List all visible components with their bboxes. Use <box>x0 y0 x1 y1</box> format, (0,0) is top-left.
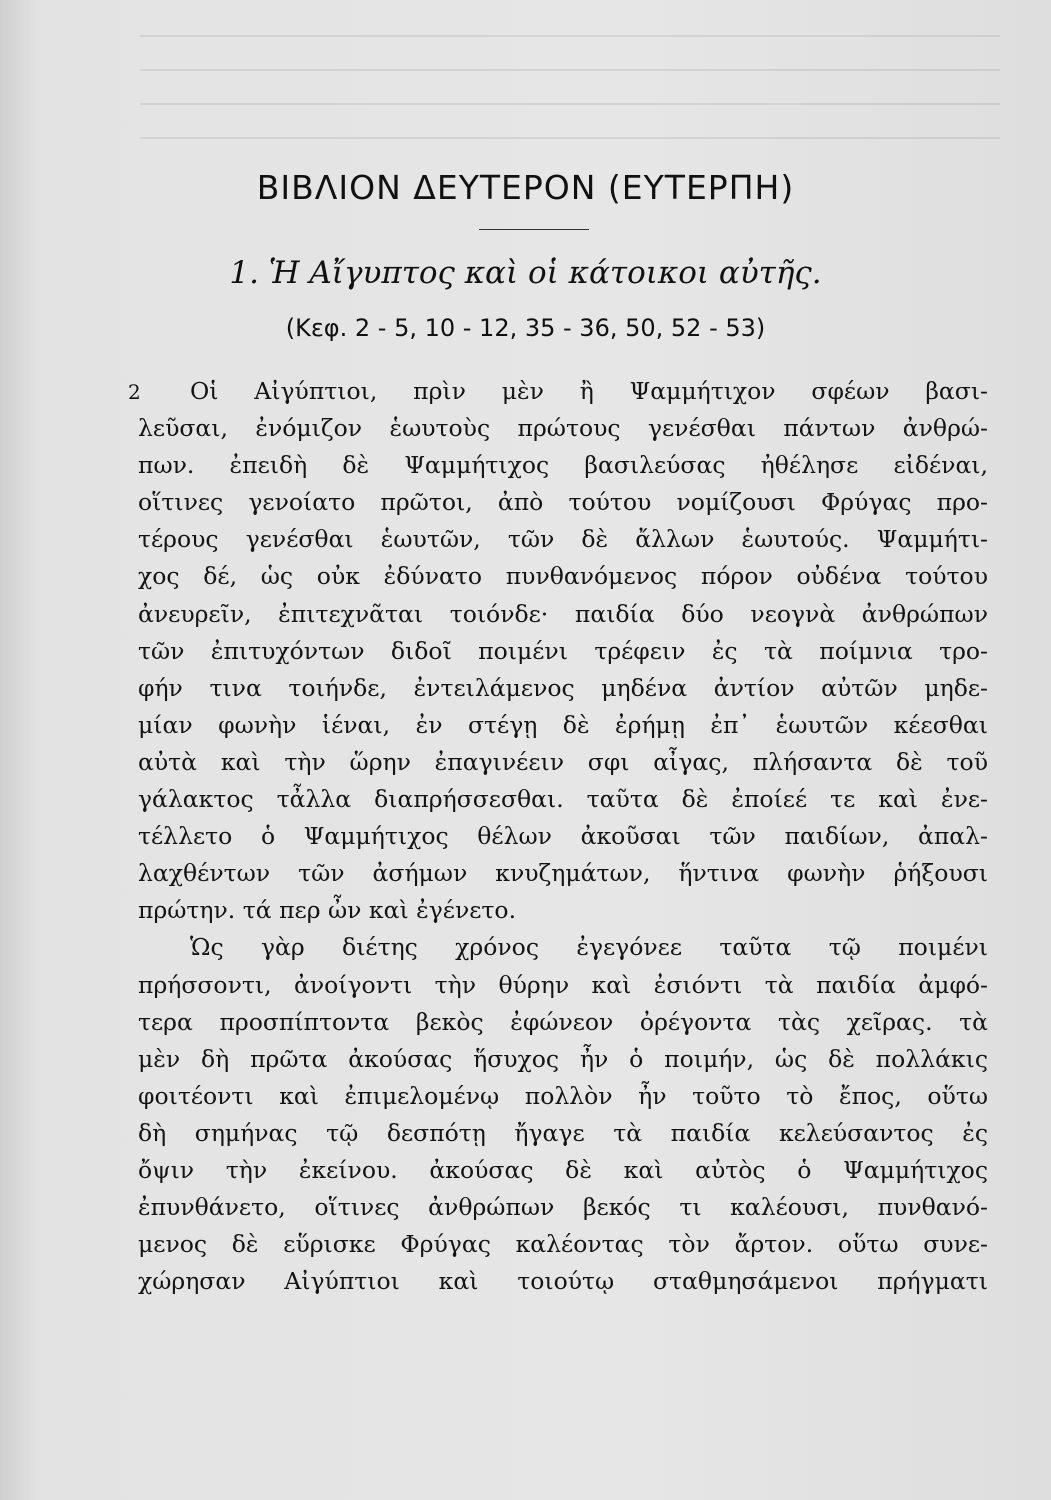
body-text <box>138 373 988 1300</box>
text-line: Οἱ Αἰγύπτιοι, πρὶν μὲν ἢ Ψαμμήτιχον σφέων βασι- <box>190 377 988 405</box>
text-line: αὐτὰ καὶ τὴν ὥρην ἐπαγινέειν σφι αἶγας, πλήσαντα δὲ τοῦ <box>138 747 988 776</box>
text-line: γάλακτος τἆλλα διαπρήσσεσθαι. ταῦτα δὲ ἐποίεέ τε καὶ ἐνε- <box>138 785 988 814</box>
text-line: Ὡς γὰρ διέτης χρόνος ἐγεγόνεε ταῦτα τῷ ποιμένι <box>190 933 988 962</box>
title-rule <box>479 229 589 230</box>
text-line: πρώτην. τά περ ὦν καὶ ἐγένετο. <box>138 896 517 925</box>
text-line: πρήσσοντι, ἀνοίγοντι τὴν θύρην καὶ ἐσιόντι τὰ παιδία ἀμφό- <box>138 970 988 999</box>
text-line: τέλλετο ὁ Ψαμμήτιχος θέλων ἀκοῦσαι τῶν παιδίων, ἀπαλ- <box>138 822 988 851</box>
text-line: μίαν φωνὴν ἱέναι, ἐν στέγῃ δὲ ἐρήμῃ ἐπ᾿ ἑωυτῶν κέεσθαι <box>138 710 988 739</box>
text-line: ἀνευρεῖν, ἐπιτεχνᾶται τοιόνδε· παιδία δύο νεογνὰ ἀνθρώπων <box>138 599 988 628</box>
text-line: πων. ἐπειδὴ δὲ Ψαμμήτιχος βασιλεύσας ἠθέλησε εἰδέναι, <box>138 451 988 480</box>
text-line: οἵτινες γενοίατο πρῶτοι, ἀπὸ τούτου νομίζουσι Φρύγας προ- <box>138 488 988 517</box>
text-line: δὴ σημήνας τῷ δεσπότῃ ἤγαγε τὰ παιδία κελεύσαντος ἐς <box>138 1118 988 1147</box>
text-line: φοιτέοντι καὶ ἐπιμελομένῳ πολλὸν ἦν τοῦτο τὸ ἔπος, οὕτω <box>138 1081 988 1110</box>
chapter-title: 1. Ἡ Αἴγυπτος καὶ οἱ κάτοικοι αὐτῆς. <box>229 255 822 291</box>
text-line: τῶν ἐπιτυχόντων διδοῖ ποιμένι τρέφειν ἐς τὰ ποίμνια τρο- <box>138 636 988 665</box>
chapter-references: (Κεφ. 2 - 5, 10 - 12, 35 - 36, 50, 52 - 53) <box>285 314 766 342</box>
text-line: τέρους γενέσθαι ἑωυτῶν, τῶν δὲ ἄλλων ἑωυτούς. Ψαμμήτι- <box>138 525 988 554</box>
text-line: λεῦσαι, ἐνόμιζον ἑωυτοὺς πρώτους γενέσθαι πάντων ἀνθρώ- <box>138 414 988 443</box>
book-title: ΒΙΒΛΙΟΝ ΔΕΥΤΕΡΟΝ (ΕΥΤΕΡΠΗ) <box>256 168 795 207</box>
text-line: ὄψιν τὴν ἐκείνου. ἀκούσας δὲ καὶ αὐτὸς ὁ Ψαμμήτιχος <box>138 1155 988 1184</box>
text-line: λαχθέντων τῶν ἀσήμων κνυζημάτων, ἥντινα φωνὴν ῥήξουσι <box>138 859 988 888</box>
margin-chapter-number: 2 <box>128 380 141 404</box>
text-line: φήν τινα τοιήνδε, ἐντειλάμενος μηδένα ἀντίον αὐτῶν μηδε- <box>138 673 988 702</box>
text-line: χώρησαν Αἰγύπτιοι καὶ τοιούτῳ σταθμησάμενοι πρήγματι <box>138 1267 988 1296</box>
text-line: μὲν δὴ πρῶτα ἀκούσας ἥσυχος ἦν ὁ ποιμήν, ὡς δὲ πολλάκις <box>138 1044 988 1073</box>
text-line: τερα προσπίπτοντα βεκὸς ἐφώνεον ὀρέγοντα τὰς χεῖρας. τὰ <box>138 1007 988 1036</box>
text-line: ἐπυνθάνετο, οἵτινες ἀνθρώπων βεκός τι καλέουσι, πυνθανό- <box>138 1193 988 1222</box>
text-line: μενος δὲ εὕρισκε Φρύγας καλέοντας τὸν ἄρτον. οὕτω συνε- <box>138 1230 988 1259</box>
text-line: χος δέ, ὡς οὐκ ἐδύνατο πυνθανόμενος πόρον οὐδένα τούτου <box>138 562 988 591</box>
show-through-text <box>140 35 1000 145</box>
